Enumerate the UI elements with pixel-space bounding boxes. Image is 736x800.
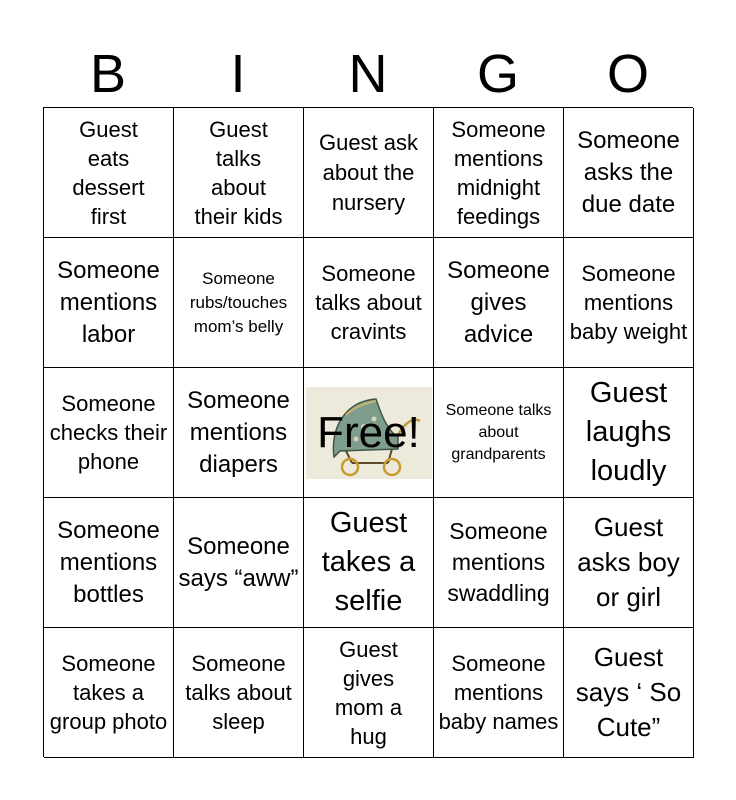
bingo-cell[interactable]: [434, 628, 564, 758]
cell-text: Someone takes a group photo: [49, 651, 168, 734]
bingo-cell[interactable]: [564, 368, 694, 498]
bingo-cell[interactable]: [304, 238, 434, 368]
bingo-grid: [43, 107, 693, 757]
cell-text: Someone talks about cravints: [315, 261, 422, 344]
cell-text: Guest ask about the nursery: [318, 129, 419, 215]
cell-text: Someone talks about sleep: [185, 651, 292, 734]
header-letter-o: O: [606, 44, 649, 104]
bingo-cell[interactable]: [564, 238, 694, 368]
bingo-cell[interactable]: [304, 108, 434, 238]
cell-text: Someone mentions midnight feedings: [451, 116, 546, 229]
cell-text: Someone rubs/touches mom’s belly: [189, 268, 288, 336]
cell-text: Someone mentions baby names: [438, 651, 559, 734]
header-letter-n: N: [348, 44, 388, 104]
cell-text: Someone mentions baby weight: [569, 261, 688, 344]
bingo-cell[interactable]: [434, 238, 564, 368]
bingo-cell[interactable]: [174, 498, 304, 628]
bingo-cell[interactable]: [304, 628, 434, 758]
bingo-cell[interactable]: [434, 108, 564, 238]
bingo-cell[interactable]: [44, 628, 174, 758]
cell-text: Someone asks the due date: [577, 126, 680, 218]
cell-text: Someone mentions swaddling: [447, 518, 550, 606]
cell-text: Someone says “aww”: [178, 532, 299, 592]
header-letter-g: G: [476, 44, 519, 104]
bingo-cell[interactable]: [174, 238, 304, 368]
free-space-label: Free!: [317, 407, 420, 457]
cell-text: Guest laughs loudly: [585, 377, 672, 487]
bingo-cell[interactable]: [44, 238, 174, 368]
bingo-cell[interactable]: [434, 498, 564, 628]
cell-text: Someone mentions diapers: [187, 386, 290, 478]
bingo-cell[interactable]: [44, 108, 174, 238]
bingo-cell[interactable]: [564, 498, 694, 628]
cell-text: Guest says ‘ So Cute”: [575, 642, 682, 742]
bingo-cell[interactable]: [564, 628, 694, 758]
cell-text: Someone checks their phone: [49, 391, 168, 474]
bingo-cell[interactable]: [44, 498, 174, 628]
bingo-header: [43, 42, 693, 106]
bingo-cell[interactable]: [434, 368, 564, 498]
cell-text: Guest talks about their kids: [194, 116, 283, 229]
cell-text: Guest asks boy or girl: [577, 512, 680, 612]
cell-text: Guest gives mom a hug: [334, 636, 403, 749]
bingo-cell[interactable]: [44, 368, 174, 498]
cell-text: Guest eats dessert first: [72, 116, 145, 229]
cell-text: Guest takes a selfie: [321, 507, 416, 617]
bingo-cell[interactable]: [174, 368, 304, 498]
cell-text: Someone mentions labor: [57, 256, 160, 348]
header-letter-i: I: [230, 44, 246, 104]
bingo-cell[interactable]: [174, 628, 304, 758]
bingo-cell[interactable]: [564, 108, 694, 238]
cell-text: Someone mentions bottles: [57, 516, 160, 608]
cell-text: Someone talks about grandparents: [445, 401, 552, 463]
bingo-cell[interactable]: [174, 108, 304, 238]
free-cell[interactable]: [304, 368, 434, 498]
cell-text: Someone gives advice: [447, 256, 550, 348]
header-letter-b: B: [89, 44, 127, 104]
bingo-cell[interactable]: [304, 498, 434, 628]
